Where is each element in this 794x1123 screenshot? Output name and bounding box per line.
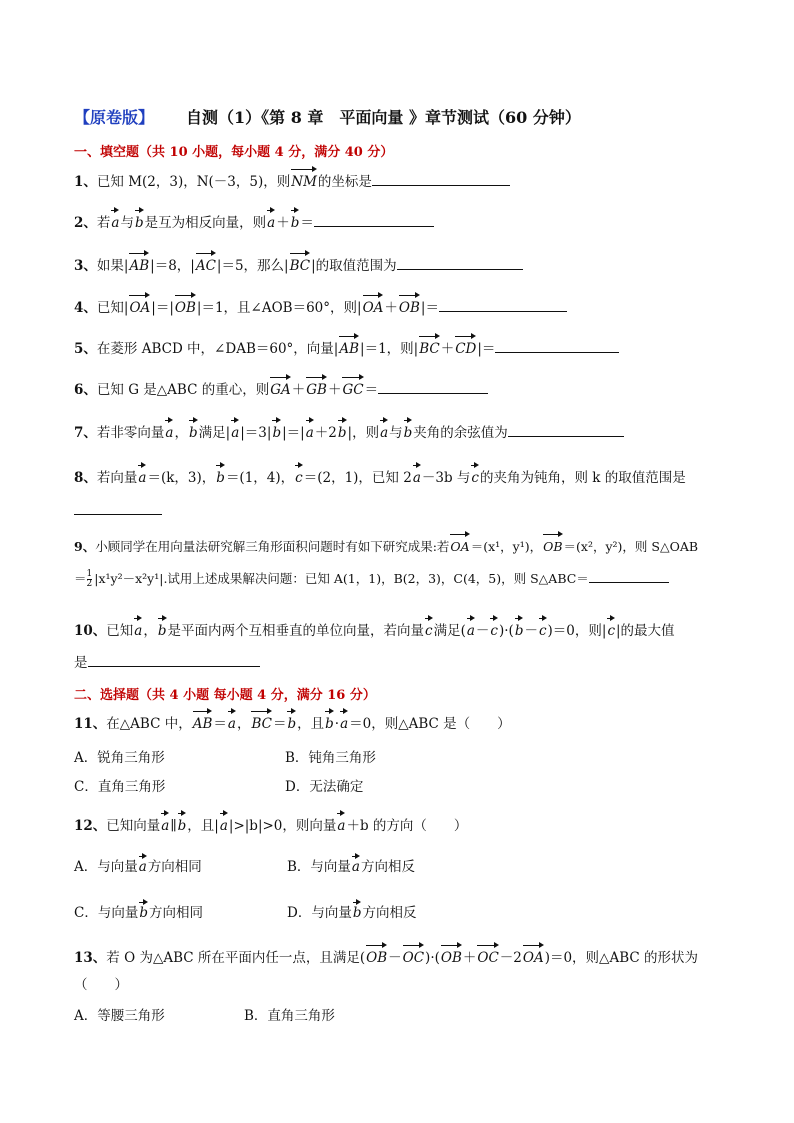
vector-symbol: b: [135, 207, 144, 233]
question-text: ＝0，则△ABC 是（ ）: [349, 716, 511, 732]
question-text: ＋: [440, 341, 455, 357]
vector-symbol: a: [220, 810, 228, 836]
question-text: ·: [334, 716, 340, 732]
question-text: )·(: [498, 623, 514, 639]
vector-symbol: a: [306, 417, 314, 443]
title-text: 自测（1）《第 8 章 平面向量 》章节测试（60 分钟）: [186, 108, 581, 127]
vector-symbol: c: [539, 615, 547, 641]
question-text: |的取值范围为: [311, 258, 397, 274]
answer-blank: [314, 212, 434, 227]
vector-symbol: b: [404, 417, 413, 443]
question-number: 12、: [74, 818, 107, 834]
answer-blank: [495, 338, 619, 353]
vector-symbol: AC: [196, 250, 216, 276]
vector-symbol: CD: [455, 333, 476, 359]
question-text: 已知|: [96, 300, 129, 316]
vector-symbol: OA: [129, 292, 150, 318]
section-heading-choice: 二、选择题（共 4 小题 每小题 4 分，满分 16 分）: [74, 688, 376, 703]
vector-symbol: AB: [129, 250, 149, 276]
question-text: 夹角的余弦值为: [413, 425, 508, 441]
question-text: 小顾同学在用向量法研究解三角形面积问题时有如下研究成果:若: [95, 539, 450, 554]
vector-symbol: b: [158, 615, 167, 641]
question-text: |＝1，且∠AOB＝60°，则|: [196, 300, 362, 316]
question-text: ，: [174, 425, 188, 441]
vector-symbol: a: [111, 207, 119, 233]
vector-symbol: c: [607, 615, 615, 641]
vector-symbol: a: [340, 708, 348, 734]
question-1: [74, 166, 510, 192]
question-text: 满足(: [433, 623, 466, 639]
question-text: |>|b|>0，则向量: [228, 818, 337, 834]
question-number: 2、: [74, 215, 97, 231]
question-text: 如果|: [96, 258, 129, 274]
vector-symbol: BC: [290, 250, 311, 276]
vector-symbol: b: [325, 708, 334, 734]
question-text: ＝: [364, 382, 379, 398]
q12-option-a: [74, 853, 202, 875]
vector-symbol: BC: [419, 333, 440, 359]
vector-symbol: OB: [543, 531, 562, 557]
vector-symbol: BC: [251, 708, 272, 734]
fraction-half: [87, 570, 93, 589]
q11-option-a: A．锐角三角形: [74, 750, 165, 766]
question-12: [74, 810, 467, 836]
q13-option-b: B．直角三角形: [244, 1008, 335, 1024]
vector-symbol: OA: [523, 942, 544, 968]
question-6: [74, 374, 488, 400]
vector-symbol: GC: [342, 374, 363, 400]
vector-symbol: a: [337, 810, 345, 836]
vector-symbol: b: [272, 417, 281, 443]
question-text: 若: [96, 215, 111, 231]
option-text: D．与向量: [287, 905, 352, 921]
question-text: ＝: [300, 215, 314, 231]
vector-symbol: GA: [270, 374, 291, 400]
vector-symbol: a: [139, 853, 147, 875]
question-number: 5、: [74, 341, 97, 357]
question-4: [74, 292, 567, 318]
vector-symbol: a: [161, 810, 169, 836]
question-text: ＝(k，3)，: [147, 470, 216, 486]
question-number: 1、: [74, 174, 97, 190]
vector-symbol: OC: [477, 942, 498, 968]
question-text: 已知 G 是△ABC 的重心，则: [96, 382, 270, 398]
question-text: |＝|: [151, 300, 174, 316]
option-text: B．与向量: [287, 859, 351, 875]
option-text: A．与向量: [74, 859, 138, 875]
question-text: 是: [74, 655, 88, 671]
question-text: 已知向量: [106, 818, 161, 834]
version-tag: 【原卷版】: [74, 108, 155, 127]
question-text: |＝: [420, 300, 439, 316]
question-text: －3b 与: [421, 470, 471, 486]
answer-blank: [88, 652, 260, 667]
question-text: 若 O 为△ABC 所在平面内任一点，且满足(: [106, 950, 366, 966]
question-text: |＝1，则|: [360, 341, 419, 357]
question-8-blank-line: [74, 500, 162, 521]
question-text: ＋b 的方向（ ）: [346, 818, 468, 834]
question-text: 已知 M(2，3)，N(－3，5)，则: [96, 174, 291, 190]
option-text: 方向相反: [360, 859, 415, 875]
question-text: )·(: [425, 950, 440, 966]
question-text: |＝: [477, 341, 496, 357]
question-number: 11、: [74, 716, 107, 732]
question-text: ＋: [462, 950, 477, 966]
question-text: |＝|: [282, 425, 305, 441]
vector-symbol: OA: [450, 531, 469, 557]
vector-symbol: GB: [306, 374, 327, 400]
answer-blank: [439, 297, 567, 312]
question-text: |＝8，|: [150, 258, 195, 274]
question-text: 是互为相反向量，则: [144, 215, 267, 231]
question-text: ＝: [213, 716, 227, 732]
vector-symbol: b: [338, 417, 347, 443]
question-text: |，则: [347, 425, 380, 441]
question-text: 在菱形 ABCD 中，∠DAB＝60°，向量|: [96, 341, 339, 357]
question-text: 与: [389, 425, 403, 441]
vector-symbol: a: [352, 853, 360, 875]
question-text: 已知: [106, 623, 134, 639]
vector-symbol: a: [165, 417, 173, 443]
question-text: |的最大值: [616, 623, 675, 639]
question-text: )＝0，则|: [547, 623, 607, 639]
option-text: 方向相同: [149, 905, 203, 921]
q12-option-c: [74, 899, 203, 921]
question-9: [74, 531, 698, 557]
answer-blank: [378, 379, 488, 394]
q12-option-d: [287, 899, 416, 921]
q11-option-c: C．直角三角形: [74, 779, 166, 795]
question-text: 与: [120, 215, 134, 231]
vector-symbol: a: [380, 417, 388, 443]
question-number: 3、: [74, 258, 97, 274]
answer-blank: [508, 422, 624, 437]
question-text: 若向量: [96, 470, 138, 486]
question-5: [74, 333, 619, 359]
question-13-line-2: （ ）: [74, 977, 128, 993]
question-text: |x¹y²－x²y¹|.试用上述成果解决问题：已知 A(1，1)，B(2，3)，C(4，5)，则 S△ABC＝: [94, 571, 589, 586]
question-text: ＝: [272, 716, 287, 732]
vector-symbol: a: [467, 615, 475, 641]
vector-symbol: a: [138, 462, 146, 488]
vector-symbol: b: [291, 207, 300, 233]
option-text: C．与向量: [74, 905, 139, 921]
q12-option-b: [287, 853, 415, 875]
vector-symbol: OB: [366, 942, 387, 968]
question-text: ＝: [74, 571, 87, 586]
question-text: 的夹角为钝角，则 k 的取值范围是: [479, 470, 686, 486]
question-13: [74, 942, 698, 968]
vector-symbol: b: [189, 417, 198, 443]
vector-symbol: OB: [441, 942, 462, 968]
vector-symbol: b: [515, 615, 524, 641]
question-2: [74, 207, 434, 233]
question-11: [74, 708, 511, 734]
vector-symbol: a: [413, 462, 421, 488]
vector-symbol: a: [231, 417, 239, 443]
question-text: 若非零向量: [96, 425, 165, 441]
question-text: 2: [86, 579, 93, 589]
question-number: 7、: [74, 425, 97, 441]
q11-option-d: D．无法确定: [285, 779, 364, 795]
question-text: 满足|: [198, 425, 231, 441]
answer-blank: [74, 500, 162, 515]
question-text: ，且: [297, 716, 325, 732]
question-10-line-2: [74, 652, 260, 673]
question-text: ＝(1，4)，: [225, 470, 295, 486]
answer-blank: [372, 171, 510, 186]
question-number: 13、: [74, 950, 107, 966]
question-text: ，: [143, 623, 157, 639]
question-text: |＝3|: [240, 425, 272, 441]
question-number: 4、: [74, 300, 97, 316]
question-text: ＋: [291, 382, 306, 398]
vector-symbol: c: [471, 462, 479, 488]
vector-symbol: c: [295, 462, 303, 488]
question-9-line-2: [74, 568, 669, 589]
vector-symbol: a: [134, 615, 142, 641]
vector-symbol: OA: [363, 292, 384, 318]
vector-symbol: AB: [339, 333, 359, 359]
vector-symbol: AB: [193, 708, 213, 734]
question-text: ＋: [384, 300, 398, 316]
q11-option-b: B．钝角三角形: [285, 750, 376, 766]
vector-symbol: OB: [399, 292, 420, 318]
answer-blank: [397, 255, 523, 270]
vector-symbol: c: [490, 615, 498, 641]
vector-symbol: NM: [291, 166, 317, 192]
question-text: ，且|: [187, 818, 219, 834]
vector-symbol: OB: [175, 292, 196, 318]
vector-symbol: c: [425, 615, 433, 641]
question-text: ，: [236, 716, 251, 732]
question-text: 是平面内两个互相垂直的单位向量，若向量: [167, 623, 425, 639]
vector-symbol: a: [228, 708, 236, 734]
question-text: ＋: [327, 382, 342, 398]
vector-symbol: b: [287, 708, 296, 734]
question-text: 在△ABC 中，: [106, 716, 192, 732]
question-3: [74, 250, 523, 276]
question-10: [74, 615, 675, 641]
question-number: 6、: [74, 382, 97, 398]
q13-option-a: A．等腰三角形: [74, 1008, 165, 1024]
question-text: 的坐标是: [317, 174, 372, 190]
page-title: [74, 105, 581, 128]
option-text: 方向相同: [147, 859, 202, 875]
question-text: －: [524, 623, 538, 639]
section-heading-fill-blank: 一、填空题（共 10 小题，每小题 4 分，满分 40 分）: [74, 145, 394, 160]
question-8: [74, 462, 686, 488]
vector-symbol: b: [139, 899, 148, 921]
vector-symbol: b: [353, 899, 362, 921]
question-number: 10、: [74, 623, 107, 639]
vector-symbol: OC: [403, 942, 424, 968]
question-text: ＝(x¹，y¹)，: [470, 539, 543, 554]
question-text: |＝5，那么|: [216, 258, 289, 274]
question-text: －2: [499, 950, 522, 966]
question-text: －: [475, 623, 490, 639]
question-text: －: [388, 950, 402, 966]
question-text: ＝(x²，y²)，则 S△OAB: [563, 539, 699, 554]
question-text: )＝0，则△ABC 的形状为: [544, 950, 698, 966]
question-number: 8、: [74, 470, 97, 486]
option-text: 方向相反: [362, 905, 417, 921]
question-text: ∥: [170, 818, 177, 834]
question-text: ＋2: [314, 425, 337, 441]
vector-symbol: a: [267, 207, 275, 233]
question-text: 1: [86, 569, 93, 579]
answer-blank: [589, 568, 669, 583]
question-number: 9、: [74, 539, 96, 554]
question-text: ＝(2，1)，已知 2: [303, 470, 412, 486]
question-7: [74, 417, 624, 443]
vector-symbol: b: [216, 462, 225, 488]
question-text: ＋: [276, 215, 290, 231]
vector-symbol: b: [178, 810, 187, 836]
